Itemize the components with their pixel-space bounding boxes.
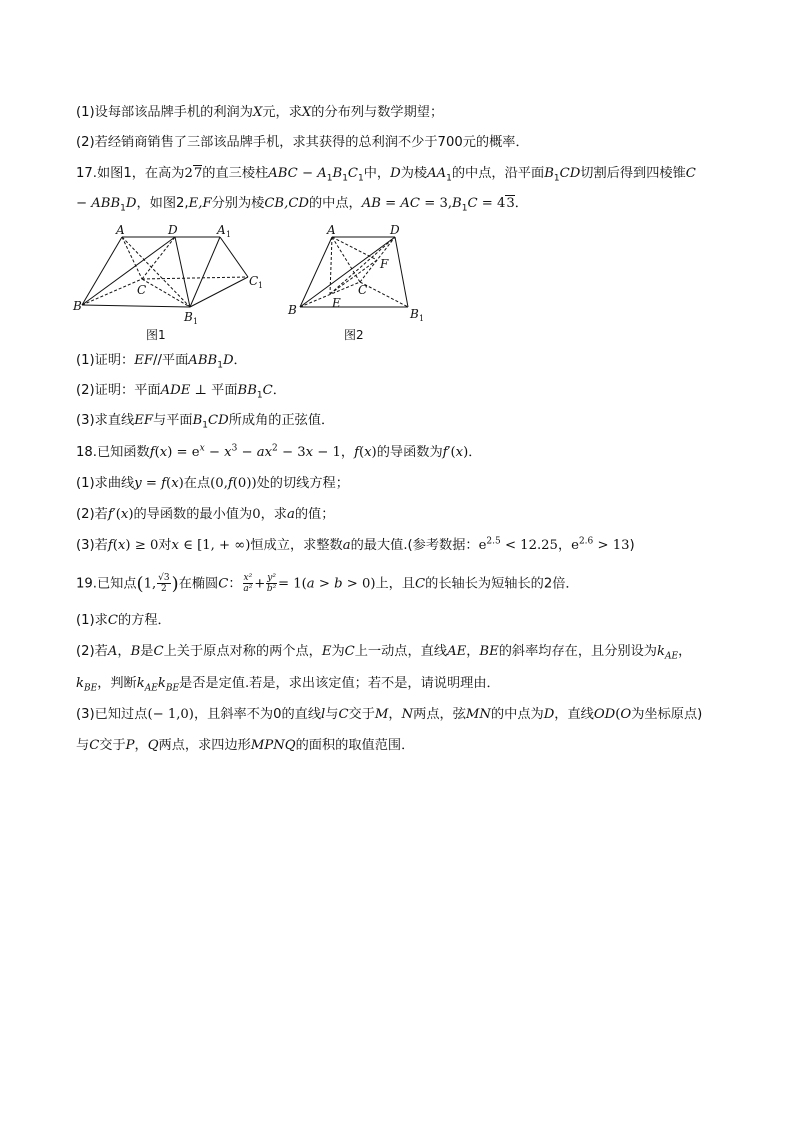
label-B1: B	[184, 310, 193, 324]
q19-part3-line2: 与C交于P，Q两点，求四边形MPNQ的面积的取值范围．	[76, 738, 415, 753]
label-D: D	[168, 223, 178, 237]
edge-DB1	[395, 237, 408, 307]
figure-2-pyramid	[280, 222, 440, 344]
edge-AB	[300, 237, 332, 307]
edge-AF	[332, 237, 377, 260]
edge-AB1	[122, 237, 190, 307]
edge-EF	[330, 260, 377, 294]
q19-part3: (3)已知过点(− 1,0)，且斜率不为0的直线l与C交于M，N两点，弦MN的中点为D，直线OD(O为坐标原点)	[76, 707, 703, 722]
label-A: A	[116, 223, 125, 237]
q18-part1: (1)求曲线y = f(x)在点(0,f(0))处的切线方程；	[76, 476, 349, 491]
q17-intro: 17.如图1，在高为27的直三棱柱ABC − $A_1B_1C_1$中，D为棱$AA_1$的中点，沿平面$B_1CD$切割后得到四棱锥C	[76, 166, 696, 184]
q18-part3: (3)若f(x) ≥ 0对x ∈ [1, + ∞)恒成立，求整数a的最大值.(参考数据：$e^{2.5} < 12.25$，$e^{2.6} > 13$)	[76, 536, 635, 553]
edge-DB1	[175, 237, 190, 307]
figure-1-prism	[70, 222, 270, 344]
edge-AE	[330, 237, 332, 294]
svg-text:1: 1	[258, 281, 264, 290]
edge-BB1	[82, 305, 190, 307]
label-A: A	[327, 223, 336, 237]
svg-text:1: 1	[419, 314, 425, 323]
label-B1: B	[410, 307, 419, 321]
edge-CC1	[142, 277, 248, 279]
label-D: D	[390, 223, 400, 237]
edge-AC	[122, 237, 142, 279]
label-B: B	[288, 303, 297, 317]
figure-2-caption: 图2	[344, 328, 364, 342]
edge-CB1	[142, 279, 190, 307]
edge-A1B1	[190, 237, 220, 307]
q19-intro: 19.已知点(1, $\frac{√3}{2}$ )在椭圆C： $\frac{\text{x²}}{\text{a²}}$ + $\frac{\text{y²}}{\text{b²}}$ = 1(a > b > 0)上，且C的长轴长为短轴长的2倍．	[76, 573, 579, 595]
figure-1-caption: 图1	[146, 328, 166, 342]
label-C1: C	[249, 274, 259, 288]
label-B: B	[73, 299, 82, 313]
q17-intro-line2: − $ABB_1D$，如图2,E,F分别为棱CB,CD的中点，AB = AC = $3,B_1C = 43$．	[76, 196, 528, 214]
label-C: C	[137, 283, 147, 297]
edge-BC	[300, 282, 360, 307]
q17-part1: (1)证明：EF//平面$ABB_1D$．	[76, 353, 247, 371]
q17-part3: (3)求直线EF与平面$B_1CD$所成角的正弦值．	[76, 413, 335, 431]
svg-text:1: 1	[193, 317, 199, 326]
edge-DB	[300, 237, 395, 307]
q17-part2: (2)证明：平面ADE ⊥ 平面$BB_1C$．	[76, 383, 286, 401]
q16-part2: (2)若经销商销售了三部该品牌手机，求其获得的总利润不少于700元的概率．	[76, 135, 529, 150]
edge-DB	[82, 237, 175, 305]
edge-CB1	[360, 282, 408, 307]
label-C: C	[358, 283, 368, 297]
label-F: F	[380, 257, 389, 271]
label-A1: A	[217, 223, 226, 237]
edge-A1C1	[220, 237, 248, 277]
q19-part2: (2)若A，B是C上关于原点对称的两个点，E为C上一动点，直线AE，BE的斜率均存在，且分别设为$k_{AE}$，	[76, 644, 692, 662]
svg-text:1: 1	[226, 230, 232, 239]
q18-part2: (2)若f′(x)的导函数的最小值为0，求a的值；	[76, 507, 335, 522]
q19-part2-line2: $k_{BE}$，判断$k_{AE}k_{BE}$是否是定值.若是，求出该定值；若不是，请说明理由．	[76, 676, 500, 694]
edge-B1C1	[190, 277, 248, 307]
q18-intro: 18.已知函数$f(x) = e^x - x^3 - ax^2 - 3x - 1$，f(x)的导函数为f′(x)．	[76, 443, 482, 460]
q16-part1: (1)设每部该品牌手机的利润为X元，求X的分布列与数学期望；	[76, 105, 444, 120]
q19-part1: (1)求C的方程．	[76, 613, 171, 628]
label-E: E	[332, 296, 341, 310]
edge-AB	[82, 237, 122, 305]
